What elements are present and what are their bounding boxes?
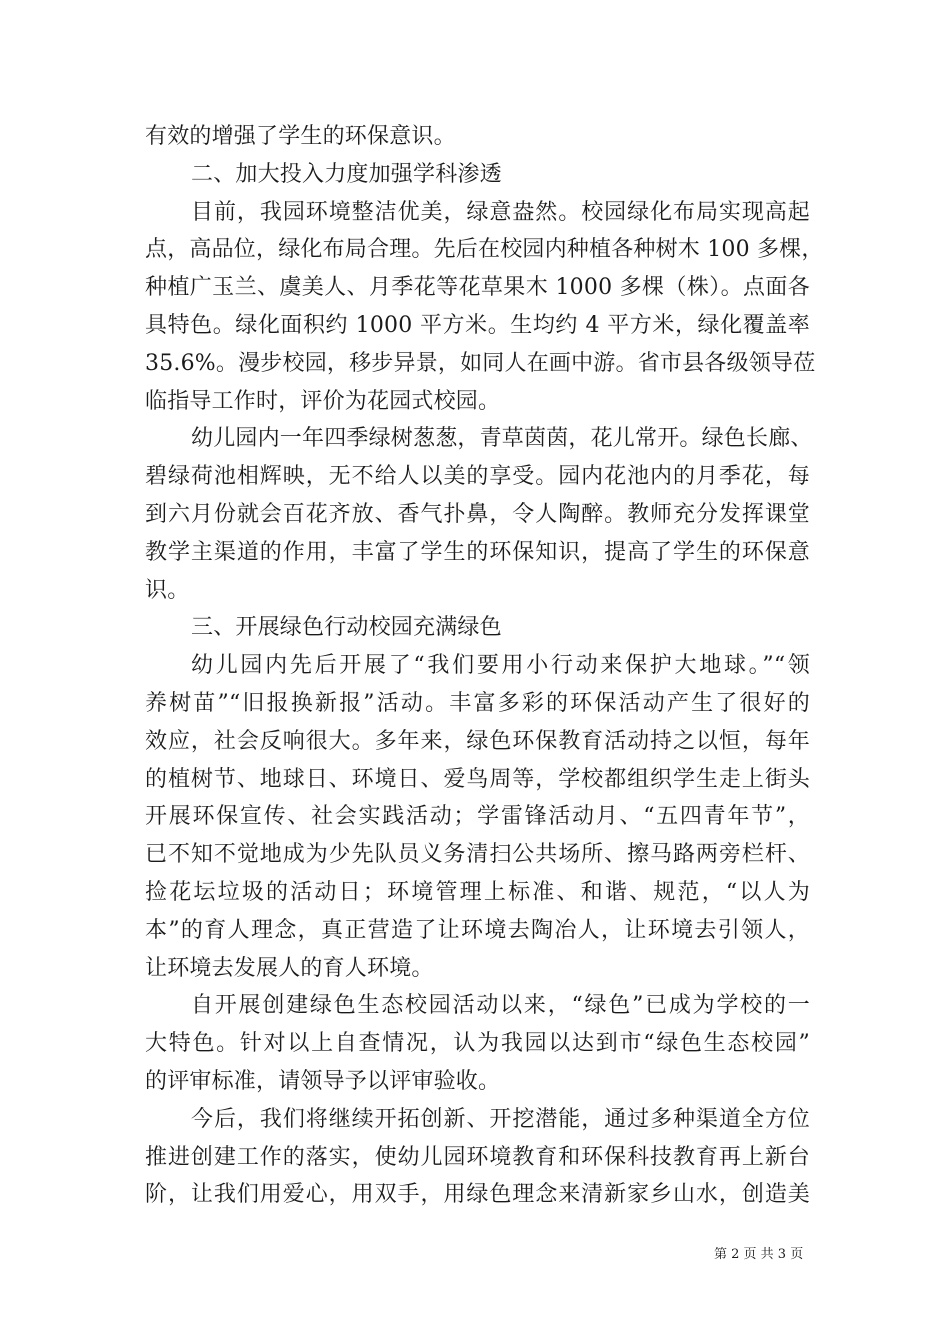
text-line: 教学主渠道的作用，丰富了学生的环保知识，提高了学生的环保意: [145, 539, 810, 565]
section-heading: 二、加大投入力度加强学科渗透: [191, 161, 502, 187]
paragraph-first-line: 幼儿园内一年四季绿树葱葱，青草茵茵，花儿常开。绿色长廊、: [191, 426, 813, 452]
text-line: 点，高品位，绿化布局合理。先后在校园内种植各种树木 100 多棵，: [145, 237, 824, 263]
paragraph-first-line: 幼儿园内先后开展了“我们要用小行动来保护大地球。”“领: [191, 653, 810, 679]
paragraph-first-line: 目前，我园环境整洁优美，绿意盎然。校园绿化布局实现高起: [191, 199, 810, 225]
text-line: 具特色。绿化面积约 1000 平方米。生均约 4 平方米，绿化覆盖率: [145, 312, 810, 338]
text-line: 让环境去发展人的育人环境。: [145, 955, 434, 981]
text-line: 的评审标准，请领导予以评审验收。: [145, 1068, 501, 1094]
text-line: 阶，让我们用爱心，用双手，用绿色理念来清新家乡山水，创造美: [145, 1182, 810, 1208]
text-line: 本”的育人理念，真正营造了让环境去陶冶人，让环境去引领人，: [145, 917, 810, 943]
text-line: 已不知不觉地成为少先队员义务清扫公共场所、擦马路两旁栏杆、: [145, 842, 810, 868]
text-line: 效应，社会反响很大。多年来，绿色环保教育活动持之以恒，每年: [145, 728, 810, 754]
text-line: 的植树节、地球日、环境日、爱鸟周等，学校都组织学生走上街头: [145, 766, 810, 792]
text-line: 开展环保宣传、社会实践活动；学雷锋活动月、“五四青年节”，: [145, 804, 810, 830]
text-line: 捡花坛垃圾的活动日；环境管理上标准、和谐、规范，“以人为: [145, 879, 810, 905]
text-line: 到六月份就会百花齐放、香气扑鼻，令人陶醉。教师充分发挥课堂: [145, 501, 810, 527]
document-body: [145, 118, 824, 1214]
page-number: 第 2 页 共 3 页: [714, 1247, 804, 1262]
text-line: 35.6%。漫步校园，移步异景，如同人在画中游。省市县各级领导莅: [145, 350, 816, 376]
text-line: 种植广玉兰、虞美人、月季花等花草果木 1000 多棵（株）。点面各: [145, 275, 810, 301]
text-line: 临指导工作时，评价为花园式校园。: [145, 388, 501, 414]
text-line: 大特色。针对以上自查情况，认为我园以达到市“绿色生态校园”: [145, 1031, 810, 1057]
text-line: 推进创建工作的落实，使幼儿园环境教育和环保科技教育再上新台: [145, 1144, 810, 1170]
text-line: 养树苗”“旧报换新报”活动。丰富多彩的环保活动产生了很好的: [145, 690, 810, 716]
paragraph-first-line: 今后，我们将继续开拓创新、开挖潜能，通过多种渠道全方位: [191, 1106, 810, 1132]
paragraph-first-line: 自开展创建绿色生态校园活动以来，“绿色”已成为学校的一: [191, 993, 810, 1019]
text-line: 碧绿荷池相辉映，无不给人以美的享受。园内花池内的月季花，每: [145, 464, 810, 490]
text-line: 识。: [145, 577, 190, 603]
text-line: 有效的增强了学生的环保意识。: [145, 124, 456, 149]
section-heading: 三、开展绿色行动校园充满绿色: [191, 615, 502, 641]
